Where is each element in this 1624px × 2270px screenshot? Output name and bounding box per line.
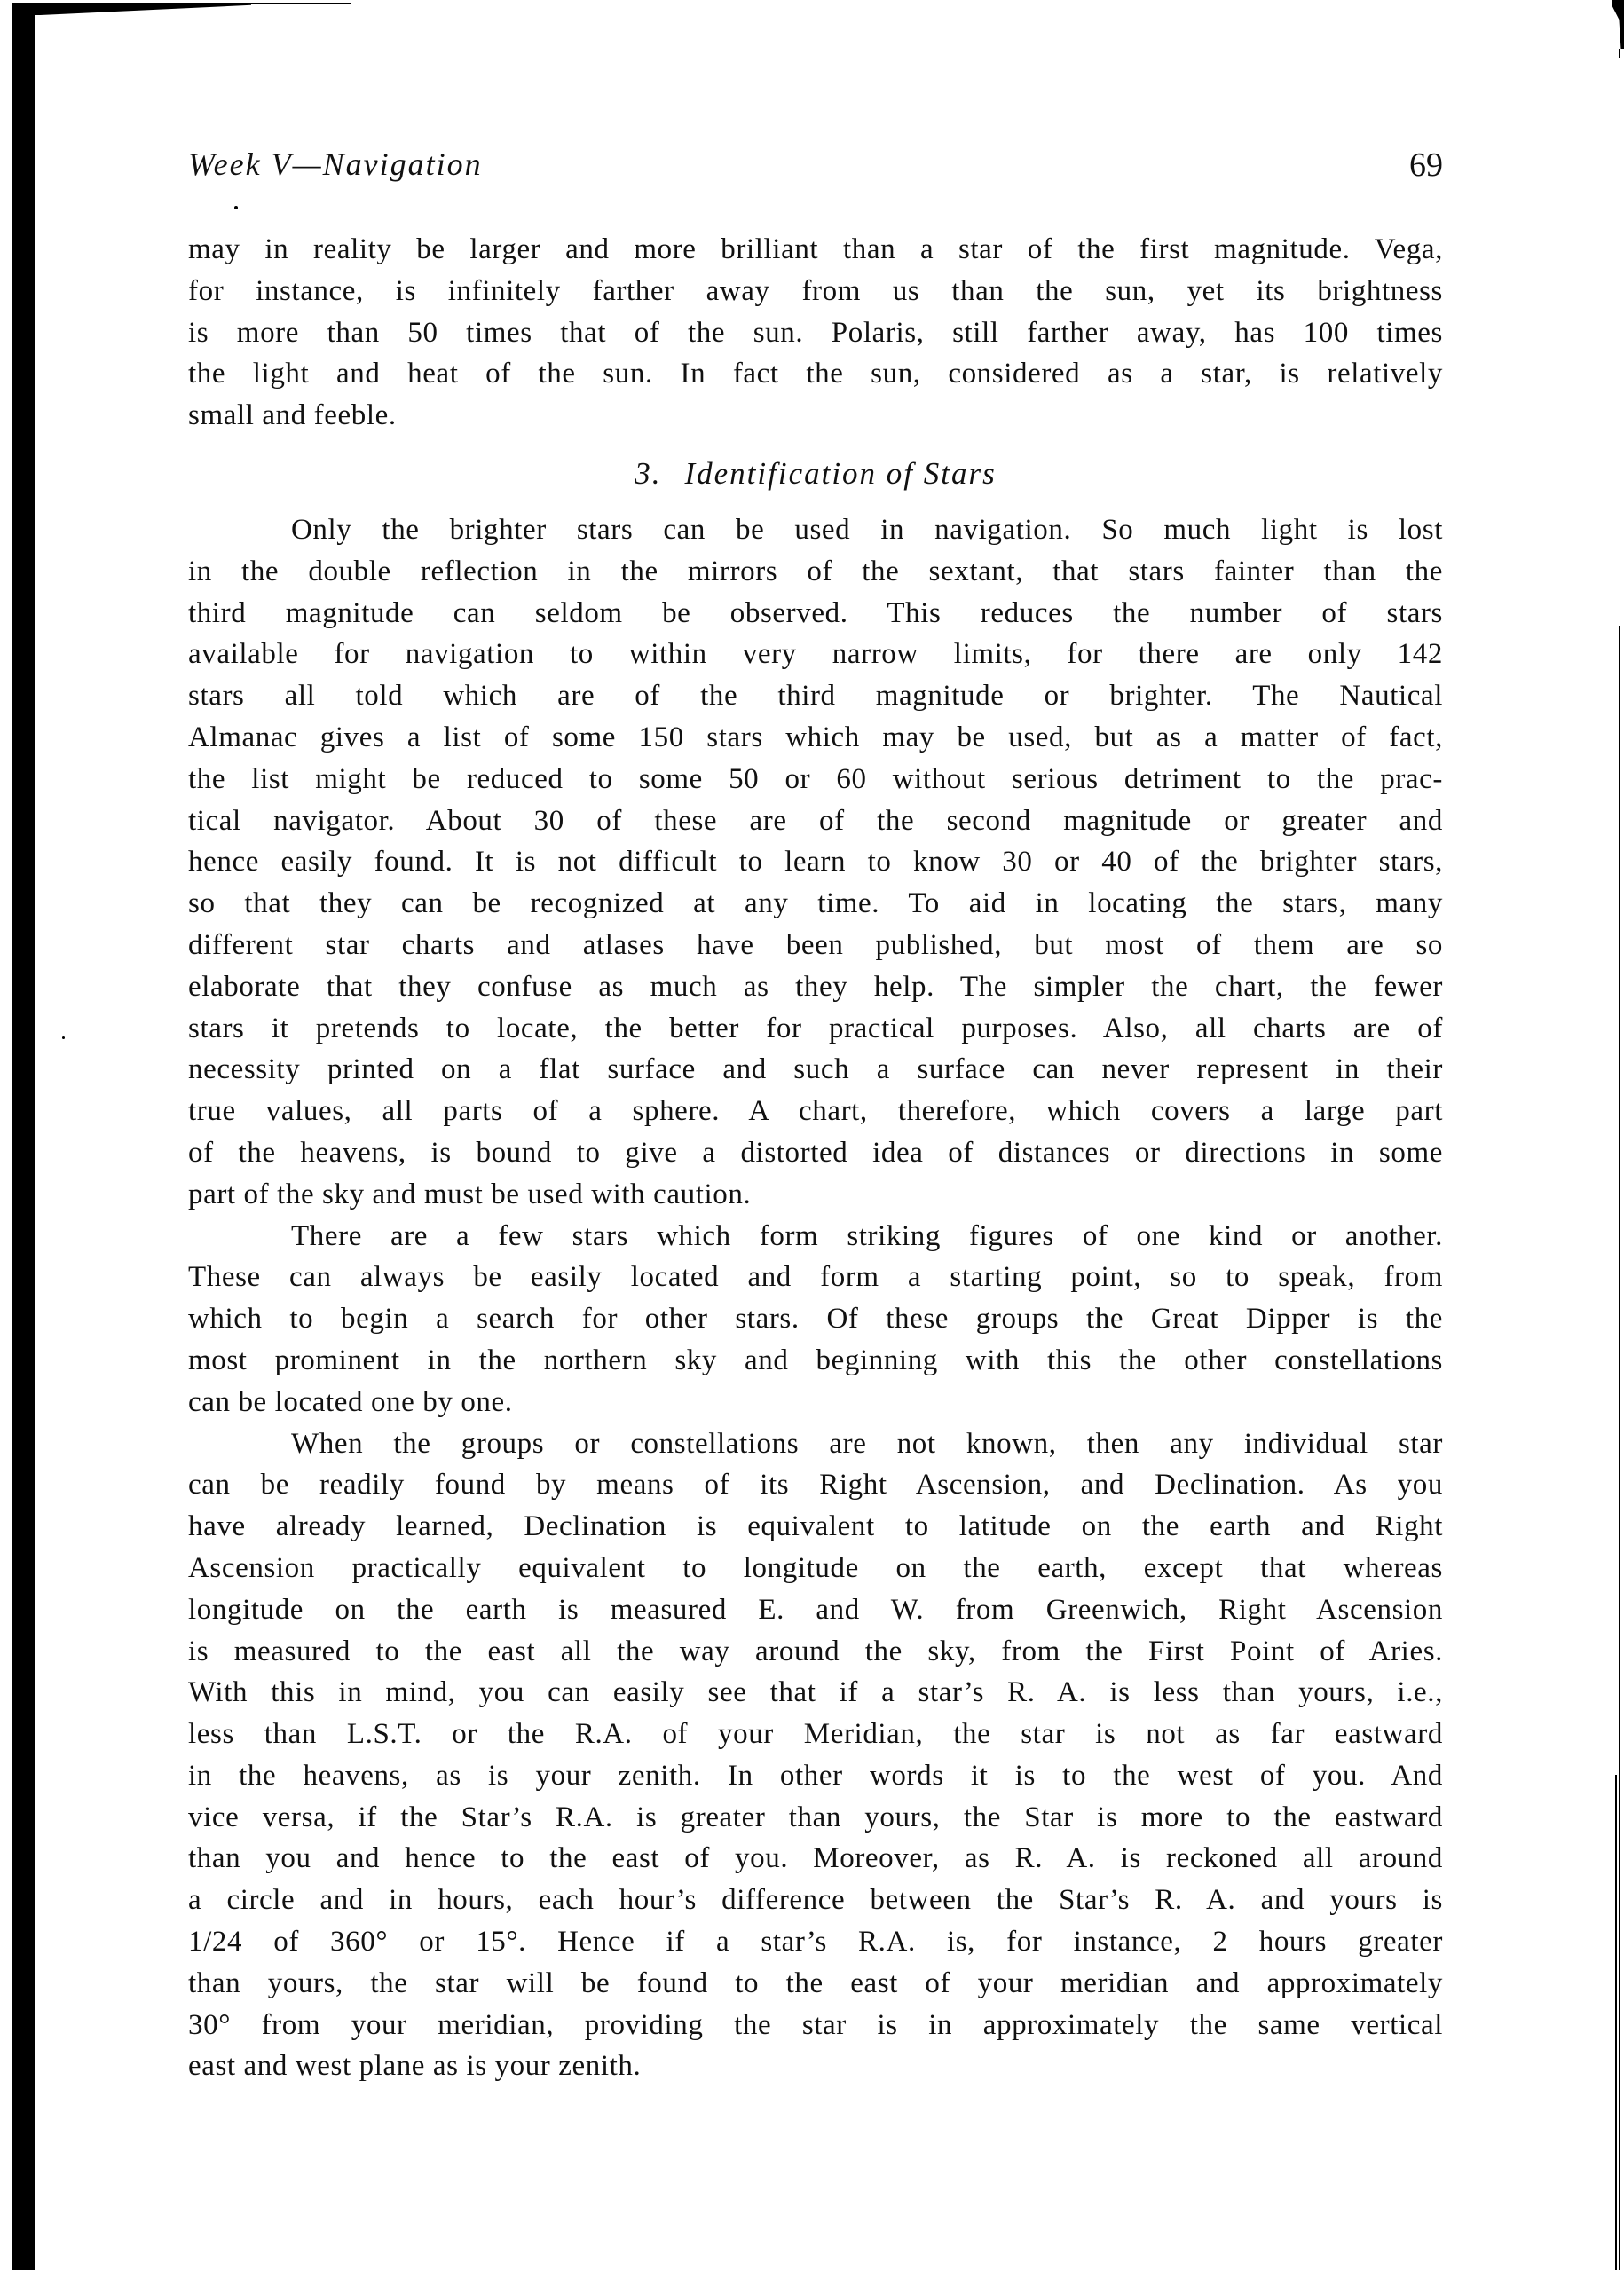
text-line: 30° from your meridian, providing the star is in approximately the same vertical [188, 2008, 1443, 2041]
scan-edge-line-right [1615, 1775, 1617, 2270]
text-line: the light and heat of the sun. In fact the sun, considered as a star, is relatively [188, 358, 1443, 390]
text-line: small and feeble. [188, 399, 397, 432]
running-head-title: Week V—Navigation [188, 146, 483, 182]
text-line: 1/24 of 360° or 15°. Hence if a star’s R.A. is, for instance, 2 hours greater [188, 1926, 1443, 1959]
text-line: can be readily found by means of its Right Ascension, and Declination. As you [188, 1469, 1443, 1502]
text-line: the list might be reduced to some 50 or 60 without serious detriment to the prac- [188, 762, 1443, 795]
scan-speck [234, 206, 238, 209]
text-line: than you and hence to the east of you. Moreover, as R. A. is reckoned all around [188, 1842, 1443, 1875]
text-line: longitude on the earth is measured E. and W. from Greenwich, Right Ascension [188, 1593, 1443, 1626]
text-line: With this in mind, you can easily see that if a star’s R. A. is less than yours, i.e., [188, 1676, 1443, 1709]
section-number: 3. [635, 455, 662, 491]
scan-edge-corner-right [1612, 0, 1624, 49]
text-line: east and west plane as is your zenith. [188, 2050, 642, 2083]
text-line: true values, all parts of a sphere. A chart, therefore, which covers a large part [188, 1095, 1443, 1128]
paragraph-continuation [188, 229, 1443, 437]
text-line: third magnitude can seldom be observed. This reduces the number of stars [188, 596, 1443, 629]
running-head [188, 146, 1443, 190]
text-line: may in reality be larger and more brilliant than a star of the first magnitude. Vega, [188, 233, 1443, 265]
paragraph-striking-figures [188, 1216, 1443, 1423]
section-title: Identification of Stars [684, 455, 997, 491]
text-line: most prominent in the northern sky and beginning with this the other constellations [188, 1344, 1443, 1376]
paragraph-right-ascension [188, 1423, 1443, 2088]
text-line: These can always be easily located and form a starting point, so to speak, from [188, 1261, 1443, 1294]
section-heading [188, 438, 1443, 509]
scan-speck [62, 1036, 65, 1039]
text-line: stars it pretends to locate, the better for practical purposes. Also, all charts are of [188, 1012, 1443, 1044]
text-line: Only the brighter stars can be used in navigation. So much light is lost [291, 513, 1443, 546]
scan-edge-line-right [1619, 626, 1620, 2270]
text-line: part of the sky and must be used with caution. [188, 1178, 752, 1210]
binding-shadow-top [12, 3, 251, 15]
text-line: vice versa, if the Star’s R.A. is greater than yours, the Star is more to the eastward [188, 1801, 1443, 1833]
text-line: less than L.S.T. or the R.A. of your Meridian, the star is not as far eastward [188, 1718, 1443, 1751]
paragraph-brighter-stars [188, 509, 1443, 1216]
text-line: for instance, is infinitely farther away from us than the sun, yet its brightness [188, 274, 1443, 307]
text-line: necessity printed on a flat surface and such a surface can never represent in their [188, 1053, 1443, 1086]
text-line: a circle and in hours, each hour’s difference between the Star’s R. A. and yours is [188, 1884, 1443, 1917]
body-text [188, 229, 1443, 2087]
text-line: stars all told which are of the third magnitude or brighter. The Nautical [188, 680, 1443, 713]
text-line: so that they can be recognized at any time. To aid in locating the stars, many [188, 887, 1443, 920]
text-line: which to begin a search for other stars. Of these groups the Great Dipper is the [188, 1303, 1443, 1336]
text-line: is more than 50 times that of the sun. Polaris, still farther away, has 100 times [188, 316, 1443, 349]
binding-shadow-left [12, 7, 35, 2270]
text-line: in the double reflection in the mirrors of the sextant, that stars fainter than the [188, 555, 1443, 587]
scan-edge-line-top [177, 3, 351, 4]
text-line: have already learned, Declination is equivalent to latitude on the earth and Right [188, 1510, 1443, 1543]
text-line: than yours, the star will be found to the east of your meridian and approximately [188, 1967, 1443, 1999]
scan-edge-line-right [1619, 49, 1620, 58]
page-number: 69 [1409, 146, 1443, 184]
text-line: There are a few stars which form striking figures of one kind or another. [291, 1219, 1443, 1252]
text-line: Ascension practically equivalent to longitude on the earth, except that whereas [188, 1551, 1443, 1584]
text-line: is measured to the east all the way around the sky, from the First Point of Aries. [188, 1635, 1443, 1667]
text-line: in the heavens, as is your zenith. In other words it is to the west of you. And [188, 1759, 1443, 1792]
text-line: of the heavens, is bound to give a distorted idea of distances or directions in some [188, 1136, 1443, 1169]
text-line: tical navigator. About 30 of these are of the second magnitude or greater and [188, 804, 1443, 837]
text-line: When the groups or constellations are not known, then any individual star [291, 1427, 1443, 1460]
text-line: hence easily found. It is not difficult to learn to know 30 or 40 of the brighter stars, [188, 846, 1443, 879]
text-line: can be located one by one. [188, 1385, 513, 1418]
text-line: available for navigation to within very narrow limits, for there are only 142 [188, 638, 1443, 671]
text-line: Almanac gives a list of some 150 stars which may be used, but as a matter of fact, [188, 721, 1443, 753]
text-line: different star charts and atlases have been published, but most of them are so [188, 928, 1443, 961]
text-line: elaborate that they confuse as much as they help. The simpler the chart, the fewer [188, 970, 1443, 1003]
